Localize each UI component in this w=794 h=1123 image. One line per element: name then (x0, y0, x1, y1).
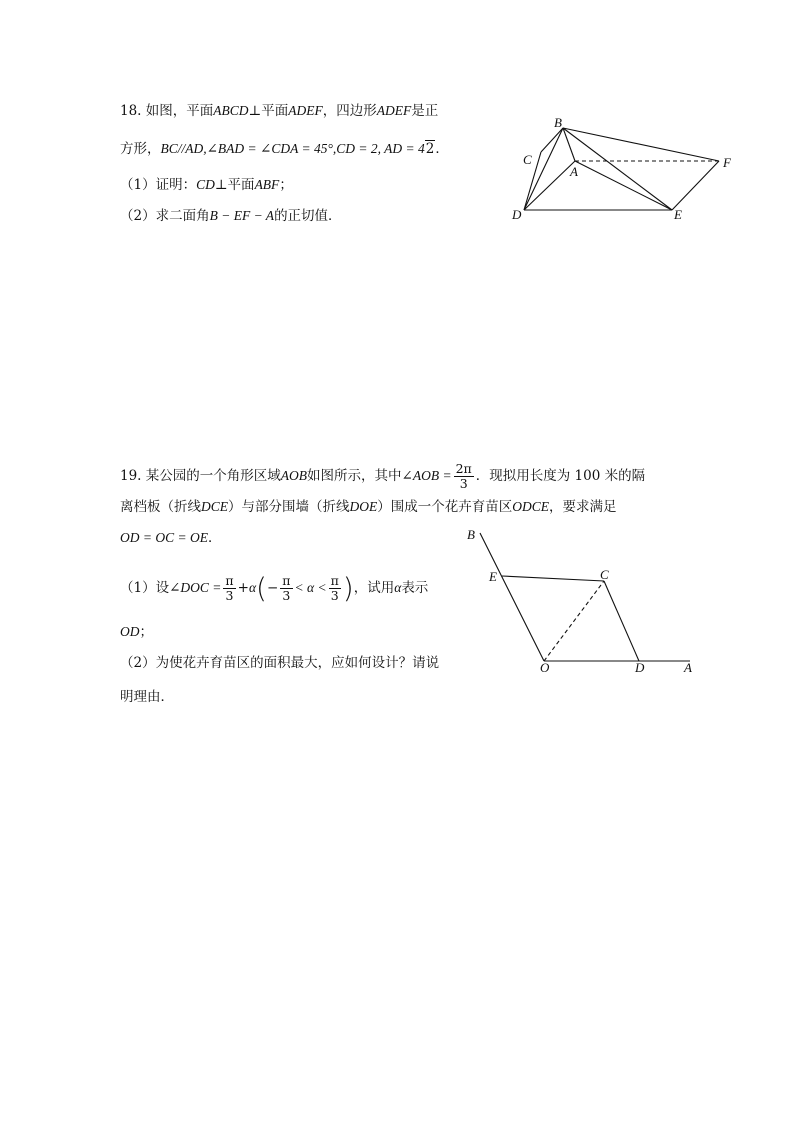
edge-EF (672, 161, 719, 210)
right-paren: ) (342, 571, 354, 605)
edge-AE (575, 161, 672, 210)
q18-part-1: （1）证明：CD⊥平面ABF； (120, 177, 293, 193)
label-D: D (512, 207, 522, 222)
label-O: O (540, 660, 550, 675)
label-E: E (674, 207, 682, 222)
label-E: E (489, 569, 497, 584)
q18-number: 18. (120, 103, 142, 119)
q18-line-1: 18. 如图，平面ABCD⊥平面ADEF，四边形ADEF是正 (120, 103, 439, 119)
segment-EC (502, 576, 604, 581)
edge-BF (563, 128, 719, 161)
label-C: C (523, 152, 532, 167)
segment-CD (604, 581, 639, 661)
ray-OB (480, 533, 544, 661)
segment-OC-dashed (544, 581, 604, 661)
fraction-pi-3-b: $\frac{\pi}{3}$ (282, 573, 291, 603)
label-B: B (467, 527, 475, 542)
label-F: F (723, 155, 731, 170)
label-A: A (570, 164, 578, 179)
q19-figure (460, 525, 710, 680)
q18-figure (505, 115, 745, 225)
edge-BC (541, 128, 563, 152)
fraction-pi-3-c: $\frac{\pi}{3}$ (330, 573, 339, 603)
q19-line-5: OD； (120, 624, 153, 640)
q19-line-7: 明理由． (120, 689, 174, 705)
q19-number: 19. (120, 468, 142, 484)
fraction-2pi-3: $\frac{2\pi}{3}$ (455, 461, 472, 491)
sqrt-2: 2 (425, 141, 435, 157)
q19-part-2: （2）为使花卉育苗区的面积最大，应如何设计？请说 (120, 655, 440, 671)
fraction-pi-3-a: $\frac{\pi}{3}$ (225, 573, 234, 603)
q19-part-1: （1）设∠DOC = $\frac{\pi}{3}$ +α(− $\frac{\pi}{3}$ < α < $\frac{\pi}{3}$ )，试用α表示 (120, 571, 429, 605)
edge-BE (563, 128, 672, 210)
label-B: B (554, 115, 562, 130)
q19-line-3: OD = OC = OE． (120, 530, 222, 546)
q19-line-1: 19. 某公园的一个角形区域AOB如图所示，其中∠AOB = $\frac{2\pi}{3}$ ．现拟用长度为 100 米的隔 (120, 461, 646, 491)
q18-line-2: 方形，BC//AD,∠BAD = ∠CDA = 45°,CD = 2, AD = 42． (120, 141, 449, 157)
edge-BD (524, 128, 563, 210)
label-A: A (684, 660, 692, 675)
q19-line-2: 离档板（折线DCE）与部分围墙（折线DOE）围成一个花卉育苗区ODCE，要求满足 (120, 499, 617, 515)
q18-part-2: （2）求二面角B − EF − A的正切值． (120, 208, 342, 224)
label-D: D (635, 660, 645, 675)
label-C: C (600, 567, 609, 582)
left-paren: ( (256, 571, 267, 605)
